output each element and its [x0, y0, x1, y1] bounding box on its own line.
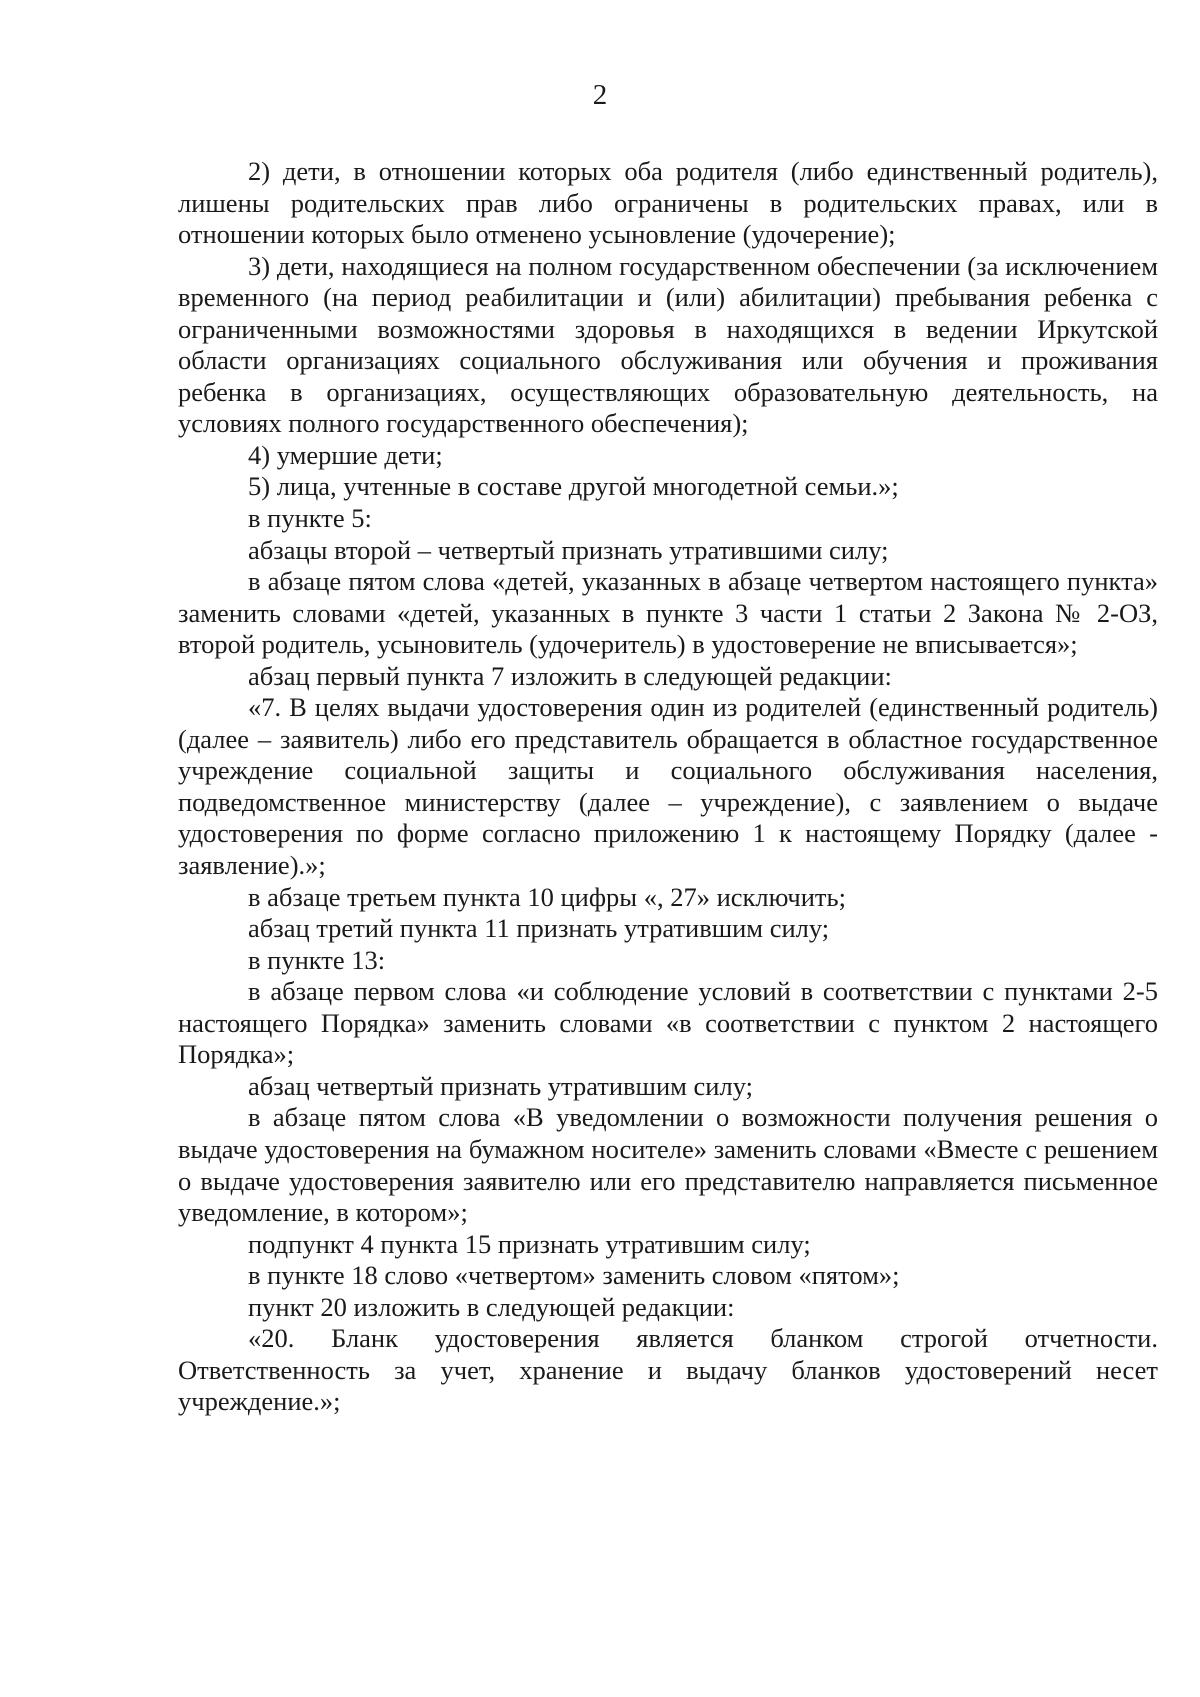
paragraph-point-20-text: «20. Бланк удостоверения является бланком строгой отчетности. Ответственность за учет, хранение и выдачу бланков удостоверений несет учреждение.»;: [178, 1323, 1158, 1417]
paragraph-item-2: 2) дети, в отношении которых оба родителя (либо единственный родитель), лишены родительских прав либо ограничены в родительских правах, или в отношении которых было отменено усыновление (удочерение);: [178, 156, 1158, 250]
paragraph-item-5: 5) лица, учтенные в составе другой многодетной семьи.»;: [248, 471, 899, 502]
paragraph-point-11: абзац третий пункта 11 признать утратившим силу;: [248, 913, 830, 944]
paragraph-point-15: подпункт 4 пункта 15 признать утратившим силу;: [248, 1228, 811, 1259]
paragraph-point-20-intro: пункт 20 изложить в следующей редакции:: [248, 1291, 735, 1322]
document-body: [178, 156, 1158, 1418]
paragraph-point-5-heading: в пункте 5:: [248, 503, 372, 534]
page-number: 2: [592, 79, 608, 111]
paragraph-item-3: 3) дети, находящиеся на полном государственном обеспечении (за исключением временного (на период реабилитации и (или) абилитации) пребывания ребенка с ограниченными возможностями здоровья в находящихся в ведении Иркутской области организациях социального обслуживания или обучения и проживания ребенка в организациях, осуществляющих образовательную деятельность, на условиях полного государственного обеспечения);: [178, 250, 1158, 439]
paragraph-point-13-heading: в пункте 13:: [248, 944, 386, 975]
paragraph-point-5-abz-2-4: абзацы второй – четвертый признать утратившими силу;: [248, 534, 889, 565]
paragraph-point-5-abz-5: в абзаце пятом слова «детей, указанных в абзаце четвертом настоящего пункта» заменить словами «детей, указанных в пункте 3 части 1 статьи 2 Закона № 2-ОЗ, второй родитель, усыновитель (удочеритель) в удостоверение не вписывается»;: [178, 566, 1158, 660]
paragraph-point-10: в абзаце третьем пункта 10 цифры «, 27» исключить;: [248, 881, 846, 912]
paragraph-point-13-abz-5: в абзаце пятом слова «В уведомлении о возможности получения решения о выдаче удостоверения на бумажном носителе» заменить словами «Вместе с решением о выдаче удостоверения заявителю или его представителю направляется письменное уведомление, в котором»;: [178, 1102, 1158, 1228]
paragraph-point-18: в пункте 18 слово «четвертом» заменить словом «пятом»;: [248, 1260, 900, 1291]
paragraph-point-7-text: «7. В целях выдачи удостоверения один из родителей (единственный родитель) (далее – заявитель) либо его представитель обращается в областное государственное учреждение социальной защиты и социального обслуживания населения, подведомственное министерству (далее – учреждение), с заявлением о выдаче удостоверения по форме согласно приложению 1 к настоящему Порядку (далее - заявление).»;: [178, 692, 1158, 881]
paragraph-point-13-abz-1: в абзаце первом слова «и соблюдение условий в соответствии с пунктами 2-5 настоящего Порядка» заменить словами «в соответствии с пунктом 2 настоящего Порядка»;: [178, 976, 1158, 1070]
paragraph-point-7-intro: абзац первый пункта 7 изложить в следующей редакции:: [248, 660, 892, 691]
paragraph-item-4: 4) умершие дети;: [248, 439, 443, 470]
paragraph-point-13-abz-4: абзац четвертый признать утратившим силу;: [248, 1070, 753, 1101]
